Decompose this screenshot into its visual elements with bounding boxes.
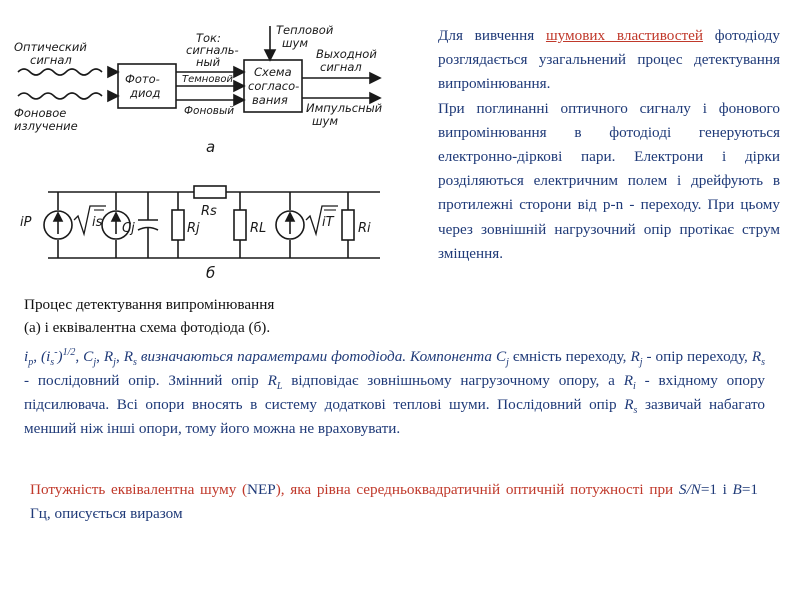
thermal-noise-label-1: Тепловой	[276, 23, 334, 37]
rs-symbol-2: $R_s$	[751, 348, 765, 369]
rj-label: Rj	[187, 221, 200, 236]
params-text-1: визначаються параметрами фотодіода. Компонента	[136, 348, 497, 365]
optical-signal-label-2: сигнал	[30, 53, 72, 67]
output-signal-label-1: Выходной	[316, 47, 377, 61]
cj-label: Cj	[122, 221, 135, 236]
ri-resistor	[342, 210, 354, 240]
photodiode-label-2: диод	[130, 86, 161, 100]
matching-circuit-label-2: согласо-	[248, 79, 300, 93]
params-text-4: - послідовний опір. Змінний опір	[24, 372, 268, 389]
caption-line-1: Процес детектування випромінювання	[24, 296, 275, 313]
rj-symbol: $R_j$	[103, 348, 116, 369]
nep-text-4: =1 Гц, описується виразом	[30, 481, 758, 522]
params-text-7: зазвичай набагато менший ніж інші опори, тому його можна не враховувати.	[24, 396, 765, 437]
photodetection-diagram	[0, 20, 440, 290]
figure-caption	[24, 294, 404, 339]
rl-resistor	[234, 210, 246, 240]
rs-label: Rs	[201, 204, 217, 219]
optical-signal-label-1: Оптический	[14, 40, 87, 54]
rl-label: RL	[250, 221, 267, 236]
is-label: is	[92, 215, 103, 230]
nep-text-1: Потужність еквівалентна шуму (	[30, 481, 248, 498]
caption-line-2: (а) і еквівалентна схема фотодіода (б).	[24, 318, 271, 336]
rj-symbol-2: $R_j$	[630, 348, 643, 369]
figure-label-b: б	[206, 264, 216, 282]
rs-symbol: $R_s$	[123, 348, 137, 369]
ri-symbol: $R_i$	[623, 372, 636, 393]
optical-signal-wave	[18, 69, 102, 75]
photodiode-label-1: Фото-	[125, 72, 160, 86]
background-radiation-label-1: Фоновое	[14, 106, 67, 120]
current-label-2: сигналь-	[186, 43, 239, 57]
background-radiation-arrowhead	[108, 91, 118, 101]
intro-text	[438, 24, 780, 266]
nep-abbreviation: NEP	[247, 481, 276, 498]
intro-text-part-2: фотодіоду розглядається узагальнений процес детектування випромінювання.	[438, 27, 780, 93]
background-current-label: Фоновый	[184, 105, 235, 117]
optical-signal-arrowhead	[108, 67, 118, 77]
intro-text-part-1: Для вивчення	[438, 27, 546, 44]
intro-paragraph-1	[438, 24, 780, 97]
nep-text-2: ), яка рівна середньоквадратичній оптичній потужності при	[275, 481, 679, 498]
parameters-paragraph: $i_p$, $(i_s^-)^{1/2}$, $C_j$, $R_j$, $R_s$ визначаються параметрами фотодіода. Компонента $C_j$ ємність переходу, $R_j$ - опір переходу, $R_s$ - послідовний опір. Змінний опір $R_L$ відповідає зовнішньому нагрузочному опору, а $R_i$ - вхідному опору підсилювача. Всі опори вносять в систему додаткові теплові шуми. Послідовний опір $R_s$ зазвичай набагато менший ніж інші опори, тому його можна не враховувати.	[24, 346, 765, 437]
params-text-5: відповідає зовнішньому нагрузочному опору, а	[282, 372, 624, 389]
it-label: iT	[322, 215, 334, 230]
ri-label: Ri	[358, 221, 371, 236]
dark-current-label: Темновой	[182, 74, 233, 85]
noise-properties-link[interactable]: шумових властивостей	[545, 27, 703, 44]
rs-resistor	[194, 186, 226, 198]
current-label-1: Ток:	[196, 31, 221, 45]
cj-symbol: $C_j$	[83, 348, 97, 369]
impulse-noise-label-1: Импульсный	[306, 101, 383, 115]
is-symbol: $(i_s^-)^{1/2}$	[41, 346, 76, 369]
rs-symbol-3: $R_s$	[624, 396, 638, 417]
nep-paragraph	[30, 478, 758, 525]
bandwidth-symbol: B	[732, 481, 742, 498]
snr-symbol: S/N	[678, 481, 701, 498]
ip-symbol: $i_p$	[24, 348, 34, 369]
impulse-noise-label-2: шум	[312, 114, 339, 128]
rl-symbol: $R_L$	[267, 372, 283, 393]
ip-label: iP	[20, 215, 32, 230]
background-radiation-wave	[18, 93, 102, 99]
params-text-3: - опір переходу,	[642, 348, 752, 365]
params-text-2: ємність переходу,	[508, 348, 631, 365]
cj-symbol-2: $C_j$	[496, 348, 509, 369]
nep-text-3: =1 і	[700, 481, 733, 498]
background-radiation-label-2: излучение	[14, 119, 78, 133]
thermal-noise-label-2: шум	[282, 36, 309, 50]
rj-resistor	[172, 210, 184, 240]
matching-circuit-label-1: Схема	[254, 65, 292, 79]
output-signal-label-2: сигнал	[320, 60, 362, 74]
intro-paragraph-2: При поглинанні оптичного сигналу і фонового випромінювання в фотодіоді генеруються електронно-діркові пари. Електрони і дірки розділяються електричним полем і дрейфують в протилежні сторони від p-n - переходу. При цьому через зовнішній нагрузочний опір протікає струм зміщення.	[438, 99, 780, 262]
figure-label-a: а	[206, 138, 216, 156]
matching-circuit-label-3: вания	[252, 93, 288, 107]
current-label-3: ный	[196, 55, 221, 69]
params-text-6: - вхідному опору підсилювача. Всі опори вносять в систему додаткові теплові шуми. Послідовний опір	[24, 372, 765, 413]
